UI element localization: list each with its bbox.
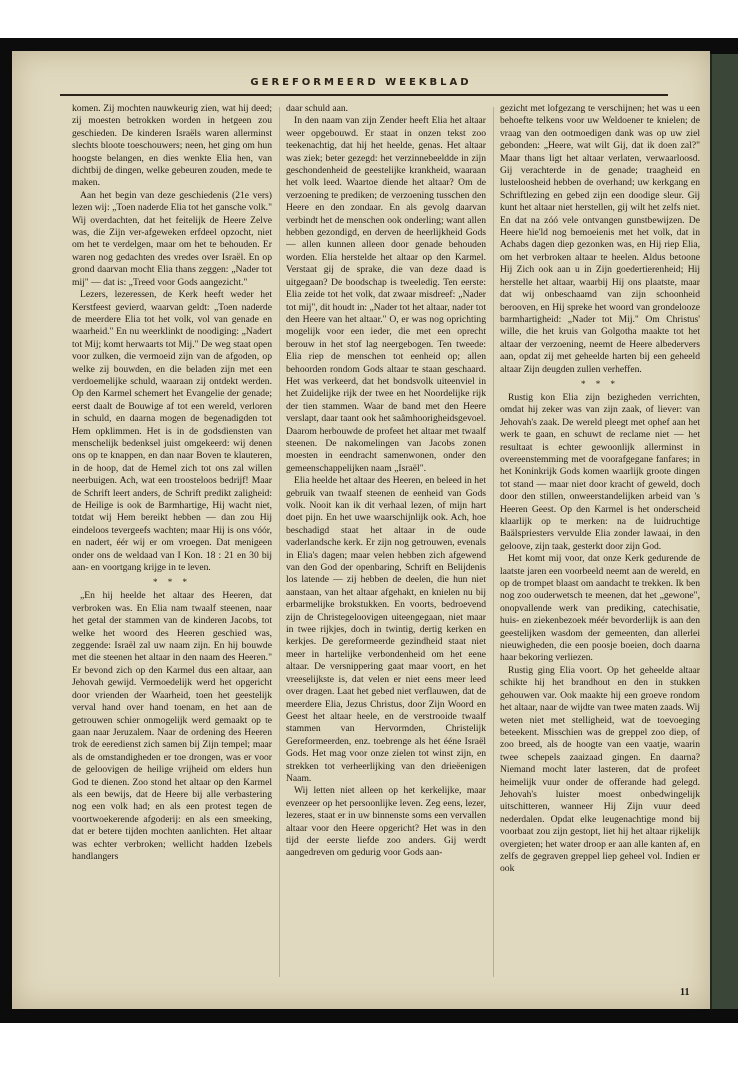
text-column-1 [72,103,272,983]
scan-margin-bottom [0,1023,738,1068]
header-rule [60,94,668,96]
page-number: 11 [680,987,690,998]
paragraph: komen. Zij mochten nauwkeurig zien, wat hij deed; zij moesten betrokken worden in hetgeen zou geschieden. De kinderen Israëls waren allerminst slechts bloote toeschouwers; neen, het ging om hun hoogste belangen, en dies wenkte Elia hen, van dichtbij de dingen, welke gebeuren zouden, mede te maken. [72,103,272,189]
paragraph: Wij letten niet alleen op het kerkelijke, maar evenzeer op het persoonlijke leven. Zeg eens, lezer, lezeres, staat er in uw binnenste soms een vervallen altaar voor den Heere opgericht? Het was in den tijd der eerste liefde zoo anders. Gij werdt aangedreven om gedurig voor Gods aan- [286,785,486,859]
book-spine [710,54,738,1009]
paragraph: Het komt mij voor, dat onze Kerk gedurende de laatste jaren een voorbeeld neemt aan de wereld, en op de trompet blaast om aandacht te trekken. Ik ben nog zoo ouderwetsch te meenen, dat het „gewone", onopvallende werk van prediking, catechisatie, huis- en ziekenbezoek méér bevorderlijk is aan den geestelijken wasdom der gemeenten, dan allerlei nieuwigheden, die een poosje boeien, doch daarna haar bekoring verliezen. [500,553,700,664]
scan-margin-top [0,0,738,38]
paragraph: Aan het begin van deze geschiedenis (21e vers) lezen wij: „Toen naderde Elia tot het gansche volk." Wij overdachten, dat het feitelijk de Heere Zelve was, die Zijn ver-afgeweken erfdeel opzocht, niet om het te verdelgen, maar om het te behouden. Er waren nog gedachten des vredes over Israël. En op grond daarvan mocht Elia thans zeggen: „Nader tot mij" — dat is: „Treed voor Gods aangezicht." [72,189,272,288]
column-divider [279,107,280,977]
paragraph: Elia heelde het altaar des Heeren, en beleed in het gebruik van twaalf steenen de eenheid van Gods volk. Nooit kan ik dit verhaal lezen, of mijn hart doet pijn. En het uwe waarschijnlijk ook. Ach, hoe beschadigd staat het altaar in de oude vaderlandsche kerk. Er zijn nog getrouwen, evenals in Elia's dagen; maar velen hebben zich afgewend van den God der openbaring, Schrift en Belijdenis los latende — zij hebben de deelen, die hun niet aanstaan, van het altaar afgehakt, en knielen nu bij erbarmelijke brokstukken. En voorts, bedroevend zijn de Christegeloovigen uiteengegaan, niet maar in twee rijkjes, doch in twintig, dertig kerken en kerkjes. De gereformeerde gezindheid staat niet meer in hartelijke verbondenheid om het eene altaar. De versnippering gaat maar voort, en het vreeselijkste is, dat velen er niet eens meer leed over dragen. Laat het gebed niet verflauwen, dat de meerdere Elia, Jezus Christus, door Zijn Woord en Geest het altaar heele, en de verstrooide twaalf stammen van Hervormden, Christelijk Gereformeerden, enz. toebrenge als het ééne Israël Gods. Het mag voor onze zielen tot winst zijn, en strekken tot verheerlijking van den drieëenigen Naam. [286,475,486,784]
paragraph: Rustig ging Elia voort. Op het geheelde altaar schikte hij het brandhout en den in stukken gehouwen var. Ook maakte hij een groeve rondom het altaar, naar de wijdte van twee maten zaads. Wij weten niet met stelligheid, wat de toevoeging beteekent. Misschien was de greppel zoo diep, of zoo breed, als de hoogte van een vaatje, waarin twee schepels zaaizaad gingen. En daarna? Niemand mocht later lasteren, dat de profeet heimelijk vuur onder de offerande had gelegd. Jehovah's luister moest onbedwingelijk uitschitteren, wanneer Hij Zijn vuur deed nederdalen. Opdat elke leugenachtige mond bij voorbaat zou zijn gestopt, liet hij het altaar rijkelijk overgieten; het water droop er aan alle kanten af, en zelfs de gegraven greppel liep geheel vol. Indien er ook [500,664,700,875]
column-divider [493,107,494,977]
paragraph: „En hij heelde het altaar des Heeren, dat verbroken was. En Elia nam twaalf steenen, naar het getal der stammen van de kinderen Jacobs, tot welke het woord des Heeren geschied was, zeggende: Israël zal uw naam zijn. En hij bouwde met die steenen het altaar in den naam des Heeren." Er bevond zich op den Karmel dus een altaar, aan Jehovah gewijd. Vermoedelijk werd het opgericht door vrienden der Waarheid, toen het geestelijk verval hand over hand toenam, en het aan de getrouwen schier onmogelijk werd gemaakt op te gaan naar Jeruzalem. Naar de ordening des Heeren trok de eeredienst zich samen bij Zijn tempel; maar als de omstandigheden er toe drongen, was er voor de geloovigen de heilige vrijheid om elders hun God te dienen. Zoo stond het altaar op den Karmel als een bewijs, dat de Heere bij alle verbastering nog een volk had; en als een protest tegen de voortwoekerende afgoderij: en als een smeeking, dat er betere tijden mochten aanlichten. Het altaar was echter verbroken; wellicht hadden Izebels handlangers [72,590,272,862]
paragraph: daar schuld aan. [286,103,349,114]
section-separator: * * * [153,577,191,588]
text-column-3 [500,103,700,983]
text-column-2 [286,103,486,983]
paragraph: In den naam van zijn Zender heeft Elia het altaar weer opgebouwd. Er staat in onzen tekst zoo teekenachtig, dat hij het heelde, genas. Het altaar was ziek; beter gezegd: het verzinnebeeldde in zijn geschondenheid de geestelijke krankheid, waaraan het volk leed. Waartoe diende het altaar? Om de verzoening te prediken; de verzoening tusschen den Heere en den zondaar. En als gevolg daarvan verbindt het de menschen ook onderling; want allen hebben gezondigd, en derven de heerlijkheid Gods — allen kunnen alleen door genade behouden worden. Elia herstelde het altaar op den Karmel. Verstaat gij de sprake, die van deze daad is uitgegaan? De boodschap is tweeledig. Ten eerste: Elia zeide tot het volk, dat zwaar misdreef: „Nader tot mij", dit houdt in: „Nader tot het altaar, nader tot den Heere van het altaar." O, er was nog oprichting mogelijk voor een ieder, die met een oprecht berouw in het stof lag neergebogen. Ten tweede: Elia riep de menschen tot eenheid op; allen behoorden rondom Gods altaar te staan geschaard. Het was verkeerd, dat het bondsvolk uiteenviel in het Zuidelijke rijk der twee en het Noordelijke rijk der tien stammen. Waar de band met den Heere verslapt, daar taant ook het saâmhoorigheidsgevoel. Daarom herbouwde de profeet het altaar met twaalf steenen. De nakomelingen van Jacobs zonen moesten in eendracht samenwonen, onder den gemeenschappelijken naam „Israël". [286,115,486,474]
section-separator: * * * [581,378,619,389]
paragraph: Lezers, lezeressen, de Kerk heeft weder het Kerstfeest gevierd, waarvan geldt: „Toen naderde de meerdere Elia tot het volk, vol van genade en waarheid." En nu weerklinkt de noodiging: „Nadert tot Mij; komt herwaarts tot Mij." De weg staat open voor zulken, die vermoeid zijn van de afgoden, op welke zij bouwden, en die beladen zijn met een verdoemelijke schuld, waaraan zij ontdekt werden. Op den Karmel schemert het Evangelie der genade; eerst daalt de Bouwige af tot een wereld, verloren in schuld, en daarna mogen de begenadigden tot Hem opklimmen. Het is in de godsdiensten van menschelijk bedenksel juist omgekeerd: wij denen ons op te knappen, en dan naar Boven te klauteren, in de hoop, dat de Hemel zich tot ons zal willen neerbuigen. Ach, wat een troosteloos bedrijf! Maar de Schrift leert anders, de Schrift predikt zaligheid: de Heilige is ook de Barmhartige, Hij wacht niet, totdat wij Hem bereikt hebben — dan zou Hij eindeloos tevergeefs wachten; maar Hij is ons vóór, en nadert, éér wij er om vroegen. Dat menigeen onder ons de weldaad van I Kon. 18 : 21 en 30 bij aan- en voortgang krijge in te leven. [72,289,272,574]
magazine-page [12,51,710,1009]
paragraph: gezicht met lofgezang te verschijnen; het was u een behoefte telkens voor uw Weldoener te knielen; de vraag van den ootmoedigen dank was op uw ziel gebonden: „Heere, wat wilt Gij, dat ik doen zal?" Maar thans ligt het altaar verlaten, verwaarloosd. Gij verachterde in de genade; traagheid en lusteloosheid hebben de overhand; uw kerkgang en Schriftlezing en gebed zijn een doodige sleur. Gij kunt het altaar niet herstellen, gij wilt het zelfs niet. En dat na zóó vele ontvangen gunstbewijzen. De Heere hie'ld nog bemoeienis met het volk, dat in Achabs dagen diep gezonken was, en Hij riep Elia, om het verbroken altaar te heelen. Aldus betoone Hij Zich ook aan u in Zijn goedertierenheid; Hij herstelle het altaar, waarbij Hij ons plaatste, maar dat wij onbeschaamd van zijn schoonheid berooven, en Hij spreke het woord van grondelooze barmhartigheid: „Nader tot Mij." Om Christus' wille, die het kruis van Golgotha maakte tot het altaar der verzoening, neemt de Heere albedervers aan, opdat zij met geheelde harten bij een geheeld altaar Zijn deugden zullen verheffen. [500,103,700,375]
paragraph: Rustig kon Elia zijn bezigheden verrichten, omdat hij zeker was van zijn zaak, of liever: van Jehovah's zaak. De wereld pleegt met ophef aan het werk te gaan, en schuwt de reclame niet — het resultaat is echter gewoonlijk allerminst in overeenstemming met de voorafgegane fanfares; in het Koninkrijk Gods komen waarlijk groote dingen tot stand — maar niet door kracht of geweld, doch door den stillen, onweerstandelijken arbeid van 's Heeren Geest. Op den Karmel is het onderscheid klaarlijk op te merken: na de luidruchtige Baälspriesters vervulde Elia zonder lawaai, in den geloove, zijn taak, gesterkt door zijn God. [500,391,700,552]
running-header: GEREFORMEERD WEEKBLAD [250,77,472,88]
